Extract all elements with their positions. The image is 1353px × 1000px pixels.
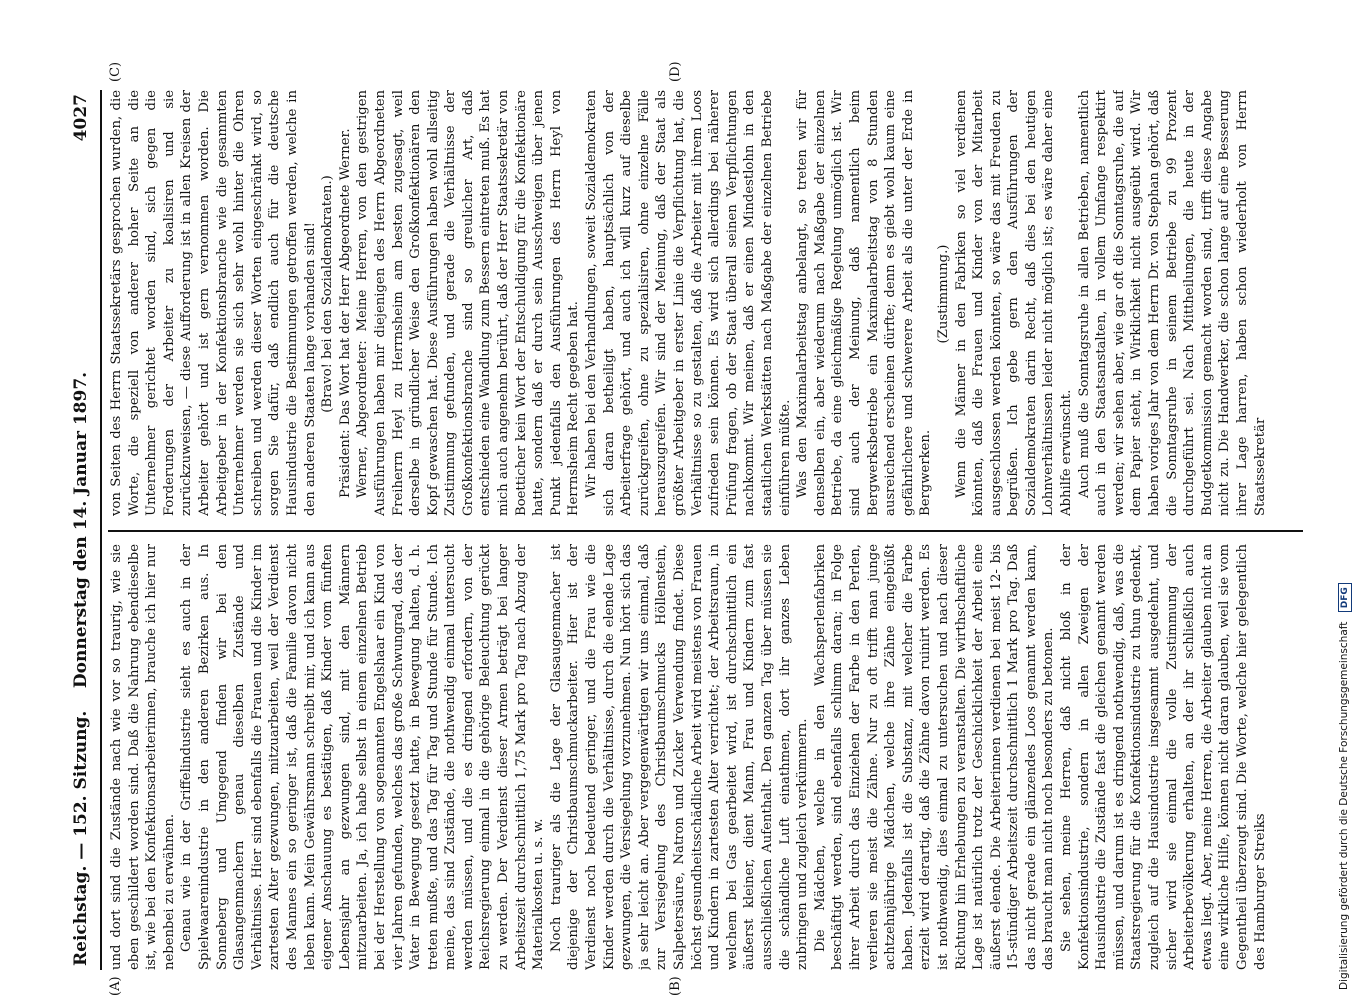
margin-marker-c: (C): [108, 61, 123, 82]
header-date: Donnerstag den 14. Januar 1897.: [71, 371, 91, 689]
paragraph: Auch muß die Sonntagsruhe in allen Betrieben, namentlich auch in den Staatsanstalten, in vollem Umfange respektirt werden; wir sehen aber, wie gar oft die Sonntagsruhe, die auf dem Papier steht, in Wirklichkeit nicht ausgeübt wird. Wir haben voriges Jahr von dem Herrn Dr. von Stephan gehört, daß die Sonntagsruhe in seinem Betriebe zu 99 Prozent durchgeführt sei. Nach Mittheilungen, die heute in der Budgetkommission gemacht worden sind, trifft diese Angabe nicht zu. Die Handwerker, die schon lange auf eine Besserung ihrer Lage harren, haben schon wiederholt von Herrn Staatssekretär: [1076, 90, 1268, 516]
paragraph: Wenn die Männer in den Fabriken so viel verdienen könnten, daß die Frauen und Kinder von der Mitarbeit ausgeschlossen werden könnten, so wäre das mit Freuden zu begrüßen. Ich gebe gern den Ausführungen der Sozialdemokraten darin Recht, daß dies bei den heutigen Lohnverhältnissen leider nicht möglich ist; es wäre daher eine Abhilfe erwünscht.: [953, 90, 1075, 516]
paragraph: Genau wie in der Griffelindustrie sieht es auch in der Spielwaarenindustrie in den anderen Bezirken aus. In Sonneberg und Umgegend finden wir bei den Glasangenmachern genau dieselben Zustände und Verhältnisse. Hier sind ebenfalls die Frauen und die Kinder im zartesten Alter gezwungen, mitzuarbeiten, weil der Verdienst des Mannes ein so geringer ist, daß die Familie davon nicht leben kann. Mein Gewährsmann schreibt mir, und ich kann aus eigener Anschauung es bestätigen, daß Kinder vom fünften Lebensjahr an gezwungen sind, mit den Männern mitzuarbeiten. Ja, ich habe selbst in einem einzelnen Betrieb bei der Herstellung von sogenannten Engelshaar ein Kind von vier Jahren gefunden, welches das große Schwungrad, das der Vater in Bewegung gesetzt hatte, in Bewegung halten, d. h. treten mußte, und das Tag für Tag und Stunde für Stunde. Ich meine, das sind Zustände, die nothwendig einmal untersucht werden müssen, und die es dringend erfordern, von der Reichsregierung einmal in die gehörige Beleuchtung gerückt zu werden. Der Verdienst dieser Armen beträgt bei langer Arbeitszeit durchschnittlich 1,75 Mark pro Tag nach Abzug der Materialkosten u. s. w.: [179, 544, 547, 970]
interjection: (Bravo! bei den Sozialdemokraten.): [320, 175, 336, 413]
paragraph: Die Mädchen, welche in den Wachsperlenfabriken beschäftigt werden, sind ebenfalls schlimm daran; in Folge ihrer Arbeit durch das Einziehen der Farbe in den Perlen, verlieren sie meist die Zähne. Nur zu oft trifft man junge achtzehnjährige Mädchen, welche ihre Zähne eingebüßt haben. Jedenfalls ist die Substanz, mit welcher die Farbe erzielt wird derartig, daß die Zähne davon ruinirt werden. Es ist nothwendig, dies einmal zu untersuchen und nach dieser Richtung hin Erhebungen zu veranstalten. Die wirthschaftliche Lage ist natürlich trotz der Geschicklichkeit der Arbeit eine äußerst elende. Die Arbeiterinnen verdienen bei meist 12- bis 15-stündiger Arbeitszeit durchschnittlich 1 Mark pro Tag. Daß das nicht gerade ein glänzendes Loos genannt werden kann, das braucht man nicht noch besonders zu betonen.: [812, 544, 1057, 970]
dfg-logo: DFG: [1338, 583, 1352, 612]
paragraph: und dort sind die Zustände nach wie vor so traurig, wie sie eben geschildert worden sind. Daß die Nahrung ebendieselbe ist, wie bei den Konfektionsarbeiterinnen, brauche ich hier nur nebenbei zu erwähnen.: [109, 544, 177, 970]
text-column-left: [108, 544, 1308, 970]
margin-marker-b: (B): [668, 976, 683, 996]
margin-marker-a: (A): [108, 976, 123, 996]
header-rule: [100, 90, 102, 970]
paragraph: Was den Maximalarbeitstag anbelangt, so treten wir für denselben ein, aber wiederum nach Maßgabe der einzelnen Betriebe, da eine gleichmäßige Regelung unmöglich ist. Wir sind auch der Meinung, daß namentlich beim Bergwerksbetriebe ein Maximalarbeitstag von 8 Stunden ausreichend erscheinen dürfte; denn es giebt wohl kaum eine gefährlichere und schwerere Arbeit als die unter der Erde in Bergwerken.: [795, 90, 934, 516]
interjection: (Zustimmung.): [935, 244, 951, 344]
credit-text: Digitalisierung gefördert durch die Deutsche Forschungsgemeinschaft: [1338, 621, 1350, 990]
page-number: 4027: [71, 94, 91, 142]
header-left: Reichstag. — 152. Sitzung.: [71, 710, 91, 966]
paragraph: Werner, Abgeordneter: Meine Herren, von den gestrigen Ausführungen haben mir diejenigen des Herrn Abgeordneten Freiherrn Heyl zu Herrnsheim am besten zugesagt, weil derselbe in gründlicher Weise den Großkonfektionären den Kopf gewaschen hat. Diese Ausführungen haben wohl allseitig Zustimmung gefunden, und gerade die Verhältnisse der Großkonfektionsbranche sind so greulicher Art, daß entschieden eine Wandlung zum Bessern eintreten muß. Es hat mich auch angenehm berührt, daß der Herr Staatssekretär von Boetticher kein Wort der Entschuldigung für die Konfektionäre hatte, sondern daß er durch sein Ausschweigen über jenen Punkt jedenfalls den Ausführungen des Herrn Heyl von Herrnsheim Recht gegeben hat.: [355, 90, 582, 516]
text-column-right: [108, 90, 1308, 516]
page-header: [68, 90, 94, 970]
paragraph: Präsident: Das Wort hat der Herr Abgeordnete Werner.: [337, 128, 353, 498]
paragraph: Sie sehen, meine Herren, daß nicht bloß in der Konfektionsindustrie, sondern in allen Zweigen der Hausindustrie die Zustände fast die gleichen genannt werden müssen, und darum ist es dringend nothwendig, daß, was die Staatsregierung für die Konfektionsindustrie zu thun gedenkt, zugleich auf die Hausindustrie insgesammt ausgedehnt, und sicher wird sie einmal die volle Zustimmung der Arbeiterbevölkerung erhalten, an der ihr schließlich auch etwas liegt. Aber, meine Herren, die Arbeiter glauben nicht an eine wirkliche Hilfe, können nicht daran glauben, weil sie vom Gegentheil überzeugt sind. Die Worte, welche hier gelegentlich des Hamburger Streiks: [1059, 544, 1268, 970]
digitization-credit: [1336, 20, 1352, 990]
paragraph: von Seiten des Herrn Staatssekretärs gesprochen wurden, die Worte, die speziell von anderer hoher Seite an die Unternehmer gerichtet worden sind, sich gegen die Forderungen der Arbeiter zu koalisiren und sie zurückzuweisen, — diese Aufforderung ist in allen Kreisen der Arbeiter gehört und ist gern vernommen worden. Die Arbeitgeber in der Konfektionsbranche wie die gesammten Unternehmer werden sie sich sehr wohl hinter die Ohren schreiben und werden dieser Worten eingeschränkt wird, so sorgen Sie dafür, daß endlich auch für die deutsche Hausindustrie die Bestimmungen getroffen werden, welche in den anderen Staaten lange vorhanden sind!: [109, 90, 318, 516]
newspaper-page: [68, 61, 1313, 996]
column-divider: [108, 530, 1303, 532]
paragraph: Noch trauriger als die Lage der Glasaugenmacher ist diejenige der Christbaumschmuckarbeiter. Hier ist der Verdienst noch bedeutend geringer, und die Frau wie die Kinder werden durch die Verhältnisse, durch die elende Lage gezwungen, die Versiegelung vorzunehmen. Nun hört sich das ja sehr leicht an. Aber vergegenwärtigen wir uns einmal, daß zur Versiegelung des Christbaumschmucks Höllenstein, Salpetersäure, Natron und Zucker Verwendung findet. Diese höchst gesundheitsschädliche Arbeit wird meistens von Frauen und Kindern in zartesten Alter verrichtet; der Arbeitsraum, in welchem bei Gas gearbeitet wird, ist durchschnittlich ein äußerst kleiner, dient Mann, Frau und Kindern zum fast ausschließlichen Aufenthalt. Den ganzen Tag über müssen sie die schändliche Luft einathmen, dort ihr ganzes Leben zubringen und zugleich verkümmern.: [548, 544, 811, 970]
margin-marker-d: (D): [668, 61, 683, 82]
paragraph: Wir haben bei den Verhandlungen, soweit Sozialdemokraten sich daran betheiligt haben, hauptsächlich von der Arbeiterfrage gehört, und auch ich will kurz auf dieselbe zurückgreifen, ohne zu spezialisiren, ohne einzelne Fälle herauszugreifen. Wir sind der Meinung, daß der Staat als größter Arbeitgeber in erster Linie die Verpflichtung hat, die Verhältnisse so zu gestalten, daß die Arbeiter mit ihrem Loos zufrieden sein können. Es wird sich allerdings bei näherer Prüfung fragen, ob der Staat überall seinen Verpflichtungen nachkommt. Wir meinen, daß er einen Mindestlohn in den staatlichen Werkstätten nach Maßgabe der einzelnen Betriebe einführen müßte.: [584, 90, 793, 516]
